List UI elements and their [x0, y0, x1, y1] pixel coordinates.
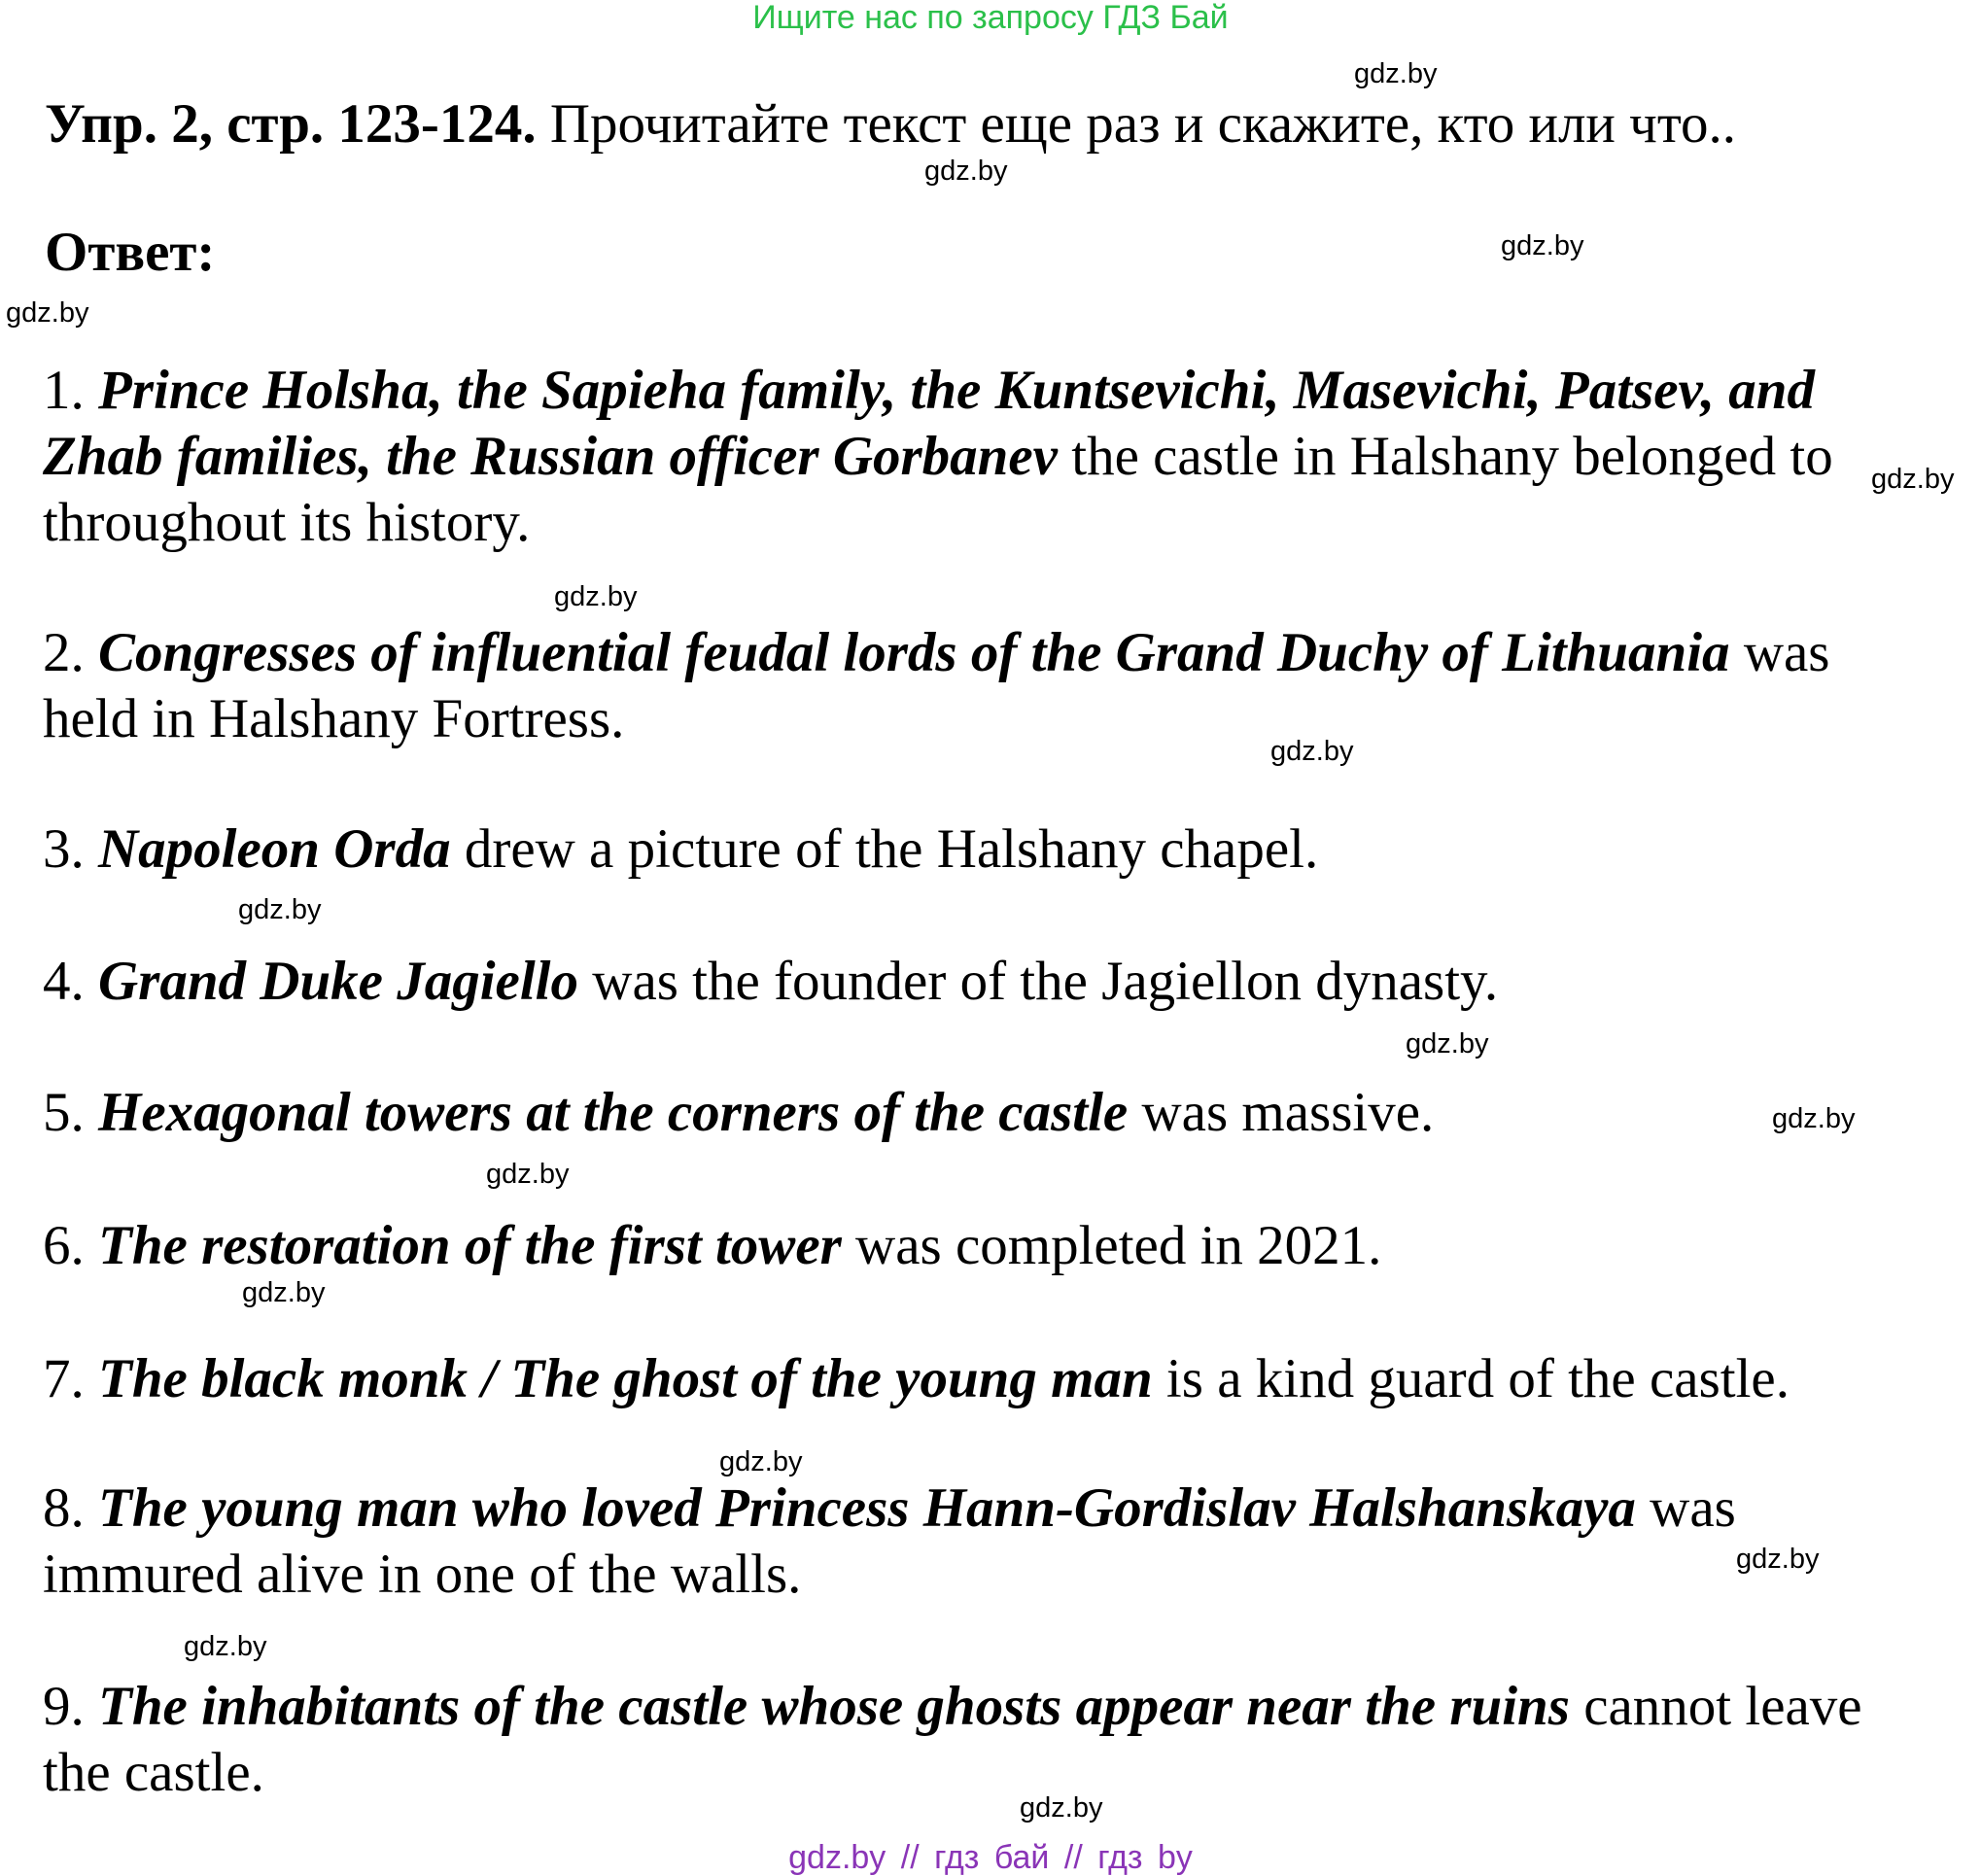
item-number: 5.: [43, 1082, 98, 1143]
answer-item-5: [43, 1080, 1909, 1146]
item-number: 3.: [43, 818, 98, 880]
watermark: gdz.by: [184, 1631, 267, 1662]
watermark: gdz.by: [1736, 1544, 1820, 1575]
item-rest: cannot leave the castle.: [43, 1676, 1862, 1803]
exercise-title: [45, 93, 1736, 156]
answer-item-6: [43, 1213, 1909, 1279]
answer-item-1: [43, 358, 1909, 556]
item-subject: The inhabitants of the castle whose ghosts appear near the ruins: [98, 1676, 1570, 1737]
item-rest: was immured alive in one of the walls.: [43, 1477, 1736, 1605]
watermark: gdz.by: [1501, 230, 1584, 261]
answer-item-9: [43, 1674, 1909, 1806]
answer-item-3: [43, 816, 1909, 883]
watermark: gdz.by: [242, 1277, 326, 1308]
answer-item-2: [43, 620, 1909, 752]
watermark: gdz.by: [238, 894, 322, 925]
item-subject: The black monk / The ghost of the young man: [98, 1348, 1153, 1409]
item-subject: Napoleon Orda: [98, 818, 451, 880]
item-subject: The young man who loved Princess Hann-Gordislav Halshanskaya: [98, 1477, 1636, 1539]
watermark: gdz.by: [486, 1159, 570, 1190]
exercise-number: Упр. 2, стр. 123-124.: [45, 93, 537, 155]
item-rest: was massive.: [1128, 1082, 1435, 1143]
answer-item-8: [43, 1476, 1909, 1608]
item-rest: is a kind guard of the castle.: [1152, 1348, 1790, 1409]
watermark: gdz.by: [1871, 464, 1955, 495]
item-rest: was completed in 2021.: [841, 1215, 1382, 1276]
item-subject: The restoration of the first tower: [98, 1215, 842, 1276]
item-number: 7.: [43, 1348, 98, 1409]
watermark: gdz.by: [6, 297, 89, 329]
watermark: gdz.by: [1772, 1103, 1856, 1134]
answer-label: Ответ:: [45, 222, 216, 283]
item-rest: the castle in Halshany belonged to throughout its history.: [43, 426, 1833, 553]
watermark: gdz.by: [719, 1446, 803, 1477]
item-number: 4.: [43, 951, 98, 1012]
watermark: gdz.by: [1020, 1792, 1103, 1824]
watermark: gdz.by: [1354, 58, 1438, 89]
item-subject: Grand Duke Jagiello: [98, 951, 579, 1012]
answer-item-7: [43, 1346, 1909, 1412]
item-number: 6.: [43, 1215, 98, 1276]
top-banner: Ищите нас по запросу ГДЗ Бай: [752, 0, 1229, 36]
footer-links: gdz.by // гдз бай // гдз by: [788, 1839, 1193, 1876]
item-number: 1.: [43, 360, 98, 421]
item-number: 8.: [43, 1477, 98, 1539]
item-rest: was the founder of the Jagiellon dynasty.: [578, 951, 1499, 1012]
item-subject: Hexagonal towers at the corners of the castle: [98, 1082, 1129, 1143]
item-subject: Prince Holsha, the Sapieha family, the Kuntsevichi, Masevichi, Patsev, and Zhab families, the Russian officer Gorbanev: [43, 360, 1815, 487]
item-number: 9.: [43, 1676, 98, 1737]
watermark: gdz.by: [554, 581, 638, 612]
item-subject: Congresses of influential feudal lords of the Grand Duchy of Lithuania: [98, 622, 1730, 683]
answer-item-4: [43, 949, 1909, 1015]
watermark: gdz.by: [1270, 736, 1354, 767]
watermark: gdz.by: [1406, 1028, 1489, 1060]
watermark: gdz.by: [924, 156, 1008, 187]
item-rest: was held in Halshany Fortress.: [43, 622, 1830, 749]
item-rest: drew a picture of the Halshany chapel.: [450, 818, 1319, 880]
item-number: 2.: [43, 622, 98, 683]
exercise-instruction: Прочитайте текст еще раз и скажите, кто или что..: [536, 93, 1737, 155]
